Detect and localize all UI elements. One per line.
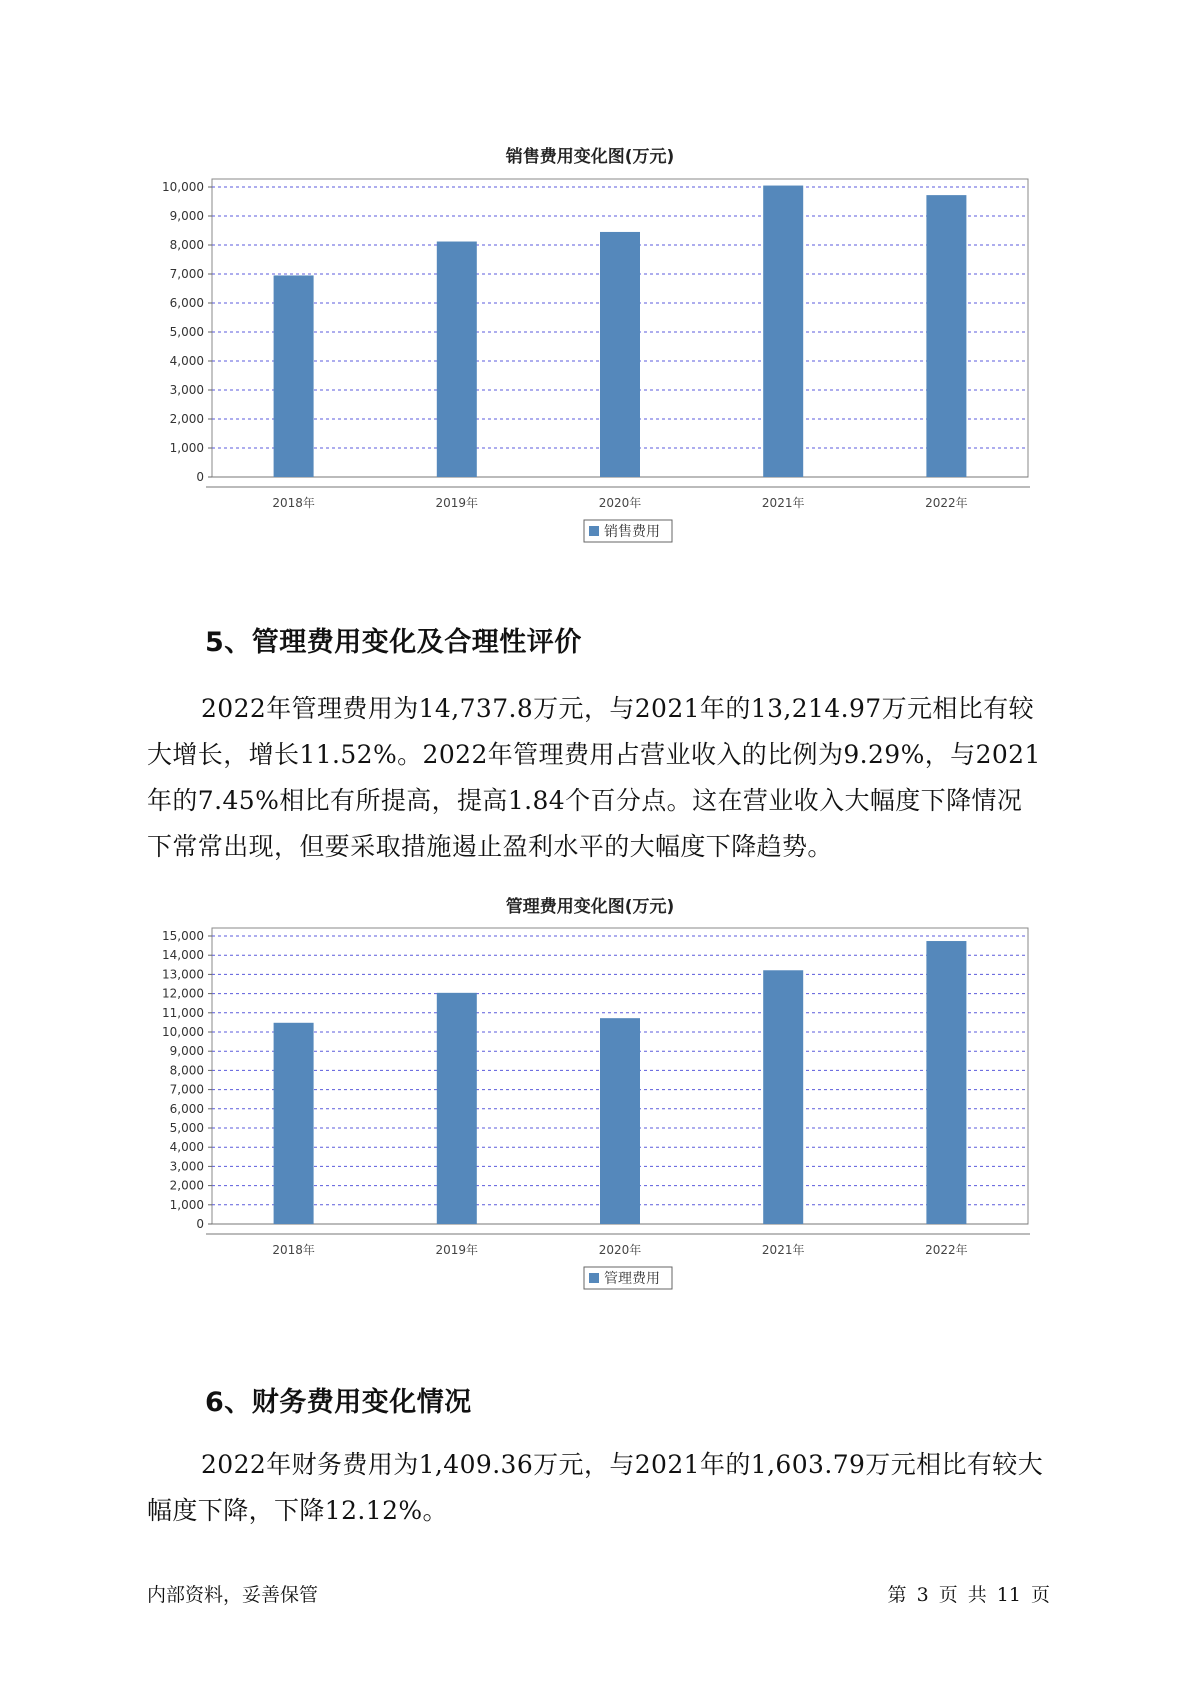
x-tick-label: 2018年 <box>272 496 315 510</box>
y-tick-label: 9,000 <box>169 209 204 223</box>
y-tick-label: 14,000 <box>162 948 204 963</box>
bar <box>763 970 803 1224</box>
bar <box>274 275 314 477</box>
bar <box>763 186 803 477</box>
bar <box>926 195 966 477</box>
y-tick-label: 15,000 <box>162 929 204 943</box>
legend-label: 管理费用 <box>604 1271 660 1287</box>
x-tick-label: 2018年 <box>272 1243 315 1257</box>
x-tick-label: 2022年 <box>925 1243 968 1257</box>
y-tick-label: 9,000 <box>169 1044 204 1059</box>
bar <box>437 242 477 477</box>
x-tick-label: 2022年 <box>925 496 968 510</box>
sales-expense-bar-chart <box>150 170 1030 570</box>
y-tick-label: 7,000 <box>169 1082 204 1097</box>
y-tick-label: 3,000 <box>169 383 204 397</box>
section-heading: 6、财务费用变化情况 <box>205 1387 472 1418</box>
bar <box>600 232 640 477</box>
y-tick-label: 1,000 <box>169 1197 204 1212</box>
y-tick-label: 3,000 <box>169 1159 204 1174</box>
y-tick-label: 12,000 <box>162 986 204 1001</box>
y-tick-label: 7,000 <box>169 267 204 281</box>
y-tick-label: 5,000 <box>169 325 204 339</box>
chart-title: 销售费用变化图(万元) <box>505 147 675 167</box>
y-tick-label: 0 <box>196 470 204 484</box>
y-tick-label: 10,000 <box>162 180 204 194</box>
y-tick-label: 2,000 <box>169 412 204 426</box>
y-tick-label: 1,000 <box>169 441 204 455</box>
body-paragraph: 2022年管理费用为14,737.8万元，与2021年的13,214.97万元相比有较大增长，增长11.52%。2022年管理费用占营业收入的比例为9.29%，与2021年的7.45%相比有所提高，提高1.84个百分点。这在营业收入大幅度下降情况下常常出现，但要采取措施遏止盈利水平的大幅度下降趋势。 <box>147 694 1041 861</box>
bar <box>926 941 966 1224</box>
x-tick-label: 2019年 <box>435 496 479 510</box>
chart-title: 管理费用变化图(万元) <box>505 897 675 917</box>
y-tick-label: 5,000 <box>169 1121 204 1135</box>
footer-page-number: 第 3 页 共 11 页 <box>887 1584 1050 1606</box>
bar <box>274 1023 314 1224</box>
x-tick-label: 2021年 <box>761 1243 805 1257</box>
x-tick-label: 2021年 <box>761 496 805 510</box>
x-tick-label: 2019年 <box>435 1243 479 1257</box>
y-tick-label: 8,000 <box>169 238 204 252</box>
admin-expense-bar-chart <box>150 920 1030 1320</box>
y-tick-label: 10,000 <box>162 1025 204 1039</box>
y-tick-label: 8,000 <box>169 1063 204 1078</box>
legend-swatch <box>589 526 599 536</box>
y-tick-label: 2,000 <box>169 1178 204 1193</box>
y-tick-label: 6,000 <box>169 296 204 310</box>
y-tick-label: 11,000 <box>162 1005 204 1020</box>
legend-swatch <box>589 1273 599 1283</box>
y-tick-label: 13,000 <box>162 967 204 982</box>
bar <box>437 993 477 1224</box>
section-heading: 5、管理费用变化及合理性评价 <box>205 627 582 658</box>
y-tick-label: 4,000 <box>169 1140 204 1155</box>
body-paragraph: 2022年财务费用为1,409.36万元，与2021年的1,603.79万元相比有较大幅度下降，下降12.12%。 <box>147 1450 1044 1525</box>
x-tick-label: 2020年 <box>598 1243 642 1257</box>
x-tick-label: 2020年 <box>598 496 642 510</box>
y-tick-label: 0 <box>196 1217 204 1231</box>
footer-confidential-note: 内部资料，妥善保管 <box>147 1584 319 1606</box>
y-tick-label: 4,000 <box>169 354 204 368</box>
y-tick-label: 6,000 <box>169 1101 204 1116</box>
bar <box>600 1018 640 1224</box>
legend-label: 销售费用 <box>604 524 660 540</box>
